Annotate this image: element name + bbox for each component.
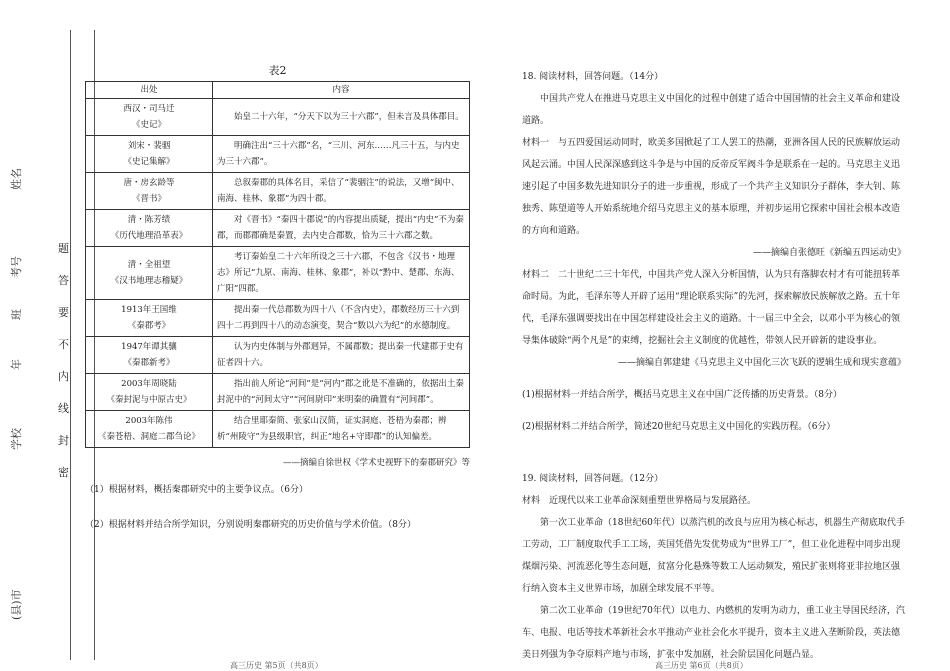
question-17-1: （1）根据材料，概括秦郡研究中的主要争议点。（6分） <box>85 485 308 495</box>
source-work: 《晋书》 <box>131 194 166 204</box>
content-cell: 指出前人所论“河间”是“河内”郡之讹是不准确的，依据出土秦封泥中的“河间太守”“河间尉印”来明秦的确置有“河间郡”。 <box>213 374 470 411</box>
source-author: 2003年周晓陆 <box>121 379 177 389</box>
seal-char: 题 <box>58 242 69 255</box>
source-work: 《史记集解》 <box>123 157 175 167</box>
seal-char: 内 <box>58 370 69 383</box>
margin-label-class: 班 <box>10 309 23 320</box>
source-author: 唐・房玄龄等 <box>123 178 175 188</box>
source-author: 西汉・司马迁 <box>123 104 175 114</box>
table-row <box>86 374 470 411</box>
source-work: 《秦郡新考》 <box>123 358 175 368</box>
table-citation: ——摘编自徐世权《学术史视野下的秦郡研究》等 <box>282 458 470 468</box>
content-cell: 考订秦始皇二十六年所设之三十六郡，不包含《汉书・地理志》所记“九原、南海、桂林、象郡”，补以“黔中、楚郡、东海、广阳”四郡。 <box>213 247 470 300</box>
source-cell <box>86 337 213 374</box>
material-1: 材料一 与五四爱国运动同时，欧美多国掀起了工人罢工的热潮，亚洲各国人民的民族解放运动风起云涌。中国人民深深感到这斗争是与中国的反帝反军阀斗争是联系在一起的。马克思主义迅速引起了中国多数先进知识分子的进一步重视，形成了一个共产主义知识分子群体，李大钊、陈独秀、陈望道等人开始系统地介绍马克思主义的基本原理，并初步运用它探索中国社会根本改造的方向和道路。 <box>522 138 901 236</box>
margin-label-city: (县)市 <box>10 589 23 620</box>
source-work: 《汉书地理志稽疑》 <box>110 276 188 286</box>
content-cell: 提出秦一代总郡数为四十八（不含内史），郡数经历三十六到四十二再到四十八的动态演变，契合“数以六为纪”的水德制度。 <box>213 300 470 337</box>
table-row <box>86 210 470 247</box>
material-2: 材料二 二十世纪二三十年代，中国共产党人深入分析国情，认为只有落脚农村才有可能扭转革命时局。为此，毛泽东等人开辟了运用“理论联系实际”的先河，探索解放民族解放之路。五十年代，毛泽东强调要找出在中国怎样建设社会主义的道路。十一届三中全会，以邓小平为核心的领导集体破除“两个凡是”的束缚，挖掘社会主义制度的优越性，带领人民开辟新的建设事业。 <box>522 270 901 346</box>
margin-label-name: 姓名 <box>10 168 23 190</box>
source-work: 《史记》 <box>131 120 166 130</box>
seal-char: 答 <box>58 274 69 287</box>
question-19-paragraph-1: 第一次工业革命（18世纪60年代）以蒸汽机的改良与应用为核心标志，机器生产彻底取代手工劳动，工厂制度取代手工工场，英国凭借先发优势成为“世界工厂”，但工业化进程中同步出现煤烟污染、河流恶化等生态问题，贫富分化悬殊等数工人运动频发，殖民扩张则将亚非拉地区强行纳入资本主义世界市场，加剧全球发展不平等。 <box>522 518 905 594</box>
source-cell <box>86 99 213 136</box>
table-row <box>86 300 470 337</box>
source-author: 清・陈芳绩 <box>127 215 171 225</box>
table-row <box>86 173 470 210</box>
content-cell: 结合里耶秦简、张家山汉简，证实洞庭、苍梧为秦郡；辨析“州陵守”为县级职官，纠正“地名+守即郡”的认知偏差。 <box>213 411 470 448</box>
content-cell: 明确注出“三十六郡”名，“三川、河东……凡三十五，与内史为三十六郡”。 <box>213 136 470 173</box>
right-column <box>522 66 906 666</box>
material-1-citation: ——摘编自张德旺《新编五四运动史》 <box>752 248 906 258</box>
content-cell: 对《晋书》“秦四十郡说”的内容提出质疑，提出“内史”不为秦郡，而郡郡确是秦置，去内史合郡数，恰为三十六郡之数。 <box>213 210 470 247</box>
source-author: 刘宋・裴骃 <box>127 141 171 151</box>
content-cell: 总叙秦郡的具体名目，采信了“裴骃注”的说法，又增“闽中、南海、桂林、象郡”为四十郡。 <box>213 173 470 210</box>
margin-label-school: 学校 <box>10 428 23 450</box>
question-18-intro: 中国共产党人在推进马克思主义中国化的过程中创建了适合中国国情的社会主义革命和建设道路。 <box>522 94 901 126</box>
question-18-title: 18. 阅读材料，回答问题。（14分） <box>522 72 664 82</box>
table-row <box>86 411 470 448</box>
source-author: 2003年陈伟 <box>125 416 173 426</box>
source-cell <box>86 173 213 210</box>
table-row <box>86 136 470 173</box>
header-source: 出处 <box>86 82 213 99</box>
question-17-2: （2）根据材料并结合所学知识，分别说明秦郡研究的历史价值与学术价值。（8分） <box>85 520 416 530</box>
source-work: 《秦封泥与中原古史》 <box>106 395 192 405</box>
seal-char: 要 <box>58 306 69 319</box>
source-cell <box>86 210 213 247</box>
page-footer-right: 高三历史 第6页（共8页） <box>655 661 748 670</box>
margin-label-exam-number: 考号 <box>10 256 23 278</box>
table-row <box>86 247 470 300</box>
question-18-2: (2)根据材料二并结合所学，简述20世纪马克思主义中国化的实践历程。（6分） <box>522 422 836 432</box>
source-cell <box>86 247 213 300</box>
margin-label-grade: 年 <box>10 359 23 370</box>
source-work: 《秦苍梧、洞庭二郡刍论》 <box>97 432 200 442</box>
page-footer-left: 高三历史 第5页（共8页） <box>230 661 323 670</box>
table-title: 表2 <box>268 64 287 77</box>
header-content: 内容 <box>213 82 470 99</box>
seal-char: 不 <box>58 338 69 351</box>
source-cell <box>86 300 213 337</box>
table-row <box>86 337 470 374</box>
seal-char: 线 <box>58 402 69 415</box>
source-cell <box>86 411 213 448</box>
source-work: 《秦郡考》 <box>127 321 171 331</box>
source-author: 1947年谭其骧 <box>121 342 177 352</box>
left-column <box>85 62 470 530</box>
source-table <box>85 81 470 448</box>
material-2-citation: ——摘编自郭建建《马克思主义中国化三次飞跃的逻辑生成和现实意蕴》 <box>617 358 906 368</box>
content-cell: 认为内史体制与外郡迥异，不属郡数；提出秦一代建郡于史有征者四十六。 <box>213 337 470 374</box>
source-cell <box>86 136 213 173</box>
seal-char: 密 <box>58 466 69 479</box>
content-cell: 始皇二十六年，“分天下以为三十六郡”，但未言及具体郡目。 <box>213 99 470 136</box>
source-author: 1913年王国维 <box>121 305 177 315</box>
seal-char: 封 <box>58 434 69 447</box>
source-cell <box>86 374 213 411</box>
question-19-intro: 材料 近现代以来工业革命深刻重塑世界格局与发展路径。 <box>522 496 757 506</box>
question-19-title: 19. 阅读材料，回答问题。（12分） <box>522 474 664 484</box>
question-19-paragraph-2: 第二次工业革命（19世纪70年代）以电力、内燃机的发明为动力，重工业主导国民经济，汽车、电报、电话等技术革新社会水平推动产业社会化水平提升，资本主义进入垄断阶段，英法德美日列强为争夺原料产地与市场，扩张中发加剧，社会阶层国化问题凸显。 <box>522 606 905 660</box>
source-work: 《历代地理沿革表》 <box>110 231 188 241</box>
margin-line-left <box>70 30 71 660</box>
table-row <box>86 99 470 136</box>
source-author: 清・全祖望 <box>127 260 171 270</box>
question-18-1: (1)根据材料一并结合所学，概括马克思主义在中国广泛传播的历史背景。（8分） <box>522 390 842 400</box>
